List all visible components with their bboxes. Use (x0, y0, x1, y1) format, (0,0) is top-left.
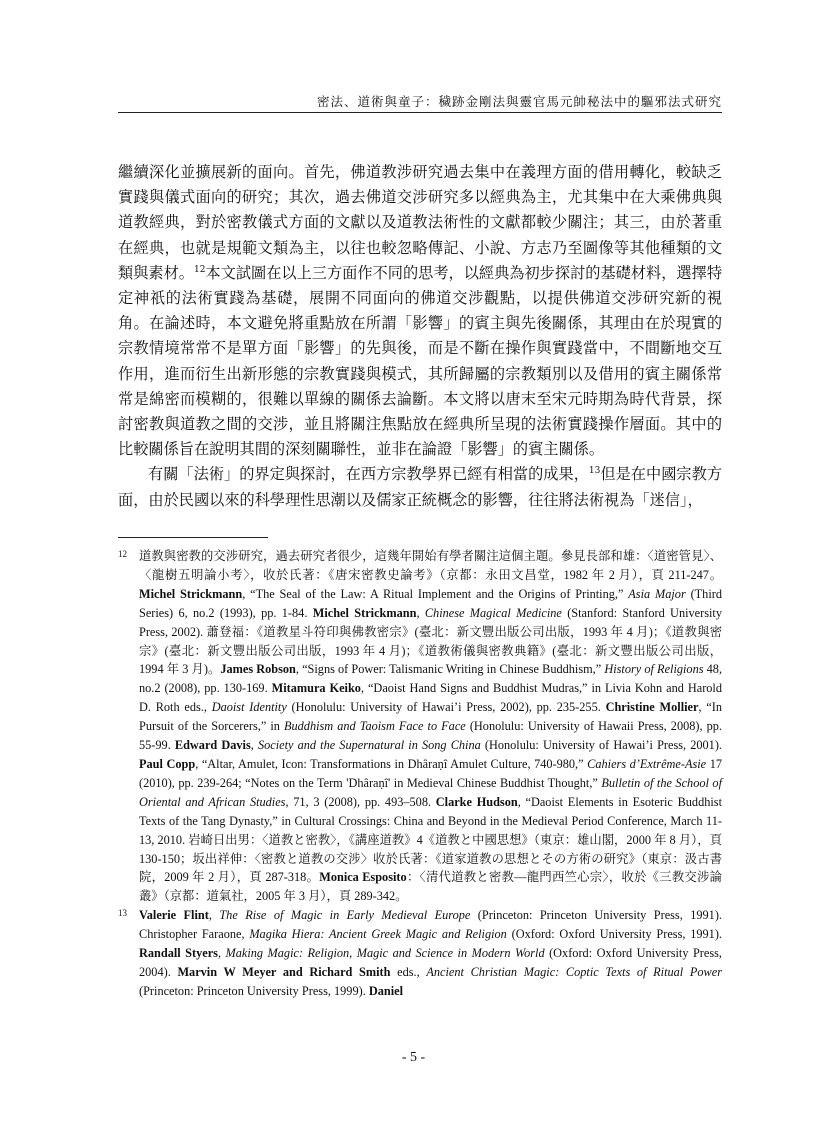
paragraph-1 (118, 160, 722, 462)
fn-text: , “Altar, Amulet, Icon: Transformations in Dhâraṇî Amulet Culture, 740-980,” (195, 756, 588, 771)
fn-text: eds., (390, 964, 427, 979)
fn-author: Paul Copp (139, 756, 196, 771)
paragraph-2 (118, 462, 722, 512)
fn-author: Michel Strickmann (139, 586, 243, 601)
fn-author: Mitamura Keiko (271, 681, 361, 696)
fn-text: (Third Series) 6, no.2 (1993), pp. 1-84. (139, 586, 722, 620)
fn-source-title: Chinese Magical Medicine (424, 605, 562, 620)
fn-source-title: Daoist Identity (211, 700, 287, 715)
fn-source-title: Buddhism and Taoism Face to Face (283, 719, 466, 734)
fn-text: (Oxford: Oxford University Press, 1991). (506, 927, 722, 942)
fn-source-title: Bulletin of the School of Oriental and African Studies (139, 775, 722, 809)
fn-text: , (217, 946, 226, 961)
fn-text: (Honolulu: University of Hawai’i Press, 2001). (480, 738, 722, 753)
fn-text: 17 (2010), pp. 239-264; “Notes on the Term 'Dhâraṇî' in Medieval Chinese Buddhist Thought,” (139, 756, 722, 790)
footnote-12 (118, 547, 722, 906)
fn-source-title: Asia Major (628, 586, 686, 601)
fn-author: Valerie Flint (139, 908, 209, 923)
paragraph-1-part-a: 繼續深化並擴展新的面向。首先，佛道教涉研究過去集中在義理方面的借用轉化，較缺乏實踐與儀式面向的研究；其次，過去佛道交涉研究多以經典為主，尤其集中在大乘佛典與道教經典，對於密教儀式方面的文獻以及道教法術性的文獻都較少關注；其三，由於著重在經典，也就是規範文類為主，以往也較忽略傳記、小說、方志乃至圖像等其他種類的文類與素材。 (118, 163, 722, 282)
footnote-number: 13 (118, 908, 127, 919)
fn-source-title: Ancient Christian Magic: Coptic Texts of Ritual Power (426, 964, 722, 979)
fn-text: (Princeton: Princeton University Press, 1999). (139, 983, 369, 998)
fn-text: , “Daoist Hand Signs and Buddhist Mudras,” in Livia Kohn and Harold D. Roth eds., (139, 681, 722, 715)
paragraph-1-part-b: 本文試圖在以上三方面作不同的思考，以經典為初步探討的基礎材料，選擇特定神祇的法術實踐為基礎，展開不同面向的佛道交涉觀點，以提供佛道交涉研究新的視角。在論述時，本文避免將重點放在所謂「影響」的賓主與先後關係，其理由在於現實的宗教情境常常不是單方面「影響」的先與後，而是不斷在操作與實踐當中，不間斷地交互作用，進而衍生出新形態的宗教實踐與模式，其所歸屬的宗教類別以及借用的賓主關係常常是綿密而模糊的，很難以單線的關係去論斷。本文將以唐末至宋元時期為時代背景，探討密教與道教之間的交涉，並且將關注焦點放在經典所呈現的法術實踐操作層面。其中的比較關係旨在說明其間的深刻關聯性，並非在論證「影響」的賓主關係。 (118, 263, 723, 459)
fn-author: Monica Esposito (319, 870, 407, 885)
footnotes (118, 547, 722, 1001)
footnote-number: 12 (118, 549, 127, 559)
fn-author: Michel Strickmann (312, 605, 417, 620)
fn-text: (Stanford: Stanford University Press, 2002). 蕭登福：《道教星斗符印與佛教密宗》(臺北：新文豐出版公司出版，1993 年 4 月)；《道教與密宗》(臺北：新文豐出版公司出版，1993 年 4 月)；《道教術儀與密教典籍》(臺北：新文豐出版公司出版，1994 年 3 月)。 (139, 605, 722, 677)
fn-text: , (208, 908, 220, 923)
fn-author: Christine Mollier (605, 700, 699, 715)
fn-text: 48, no.2 (2008), pp. 130-169. (139, 662, 723, 696)
fn-author: Clarke Hudson (435, 794, 518, 809)
footnote-ref-13[interactable]: 13 (588, 466, 601, 477)
running-header: 密法、道術與童子：穢跡金剛法與靈官馬元帥秘法中的驅邪法式研究 (316, 94, 722, 109)
fn-text: (Oxford: Oxford University Press, 2004). (139, 946, 722, 979)
fn-text: (Honolulu: University of Hawai’i Press, 2002), pp. 235-255. (286, 700, 606, 715)
fn-source-title: Magika Hiera: Ancient Greek Magic and Religion (249, 927, 507, 942)
fn-text: , “In Pursuit of the Sorcerers,” in (139, 700, 722, 734)
main-text (118, 160, 722, 513)
footnote-ref-12[interactable]: 12 (193, 264, 206, 275)
fn-text: (Princeton: Princeton University Press, 1991). Christopher Faraone, (139, 908, 722, 942)
fn-text: , (250, 738, 258, 753)
fn-text: ：〈清代道教と密教—龍門西竺心宗〉，收於《三教交涉論叢》（京都：道氣社，2005 年 3 月），頁 289-342。 (139, 870, 722, 904)
page-number: - 5 - (401, 1050, 426, 1065)
fn-text: (Honolulu: University of Hawaii Press, 2008), pp. 55-99. (139, 719, 723, 753)
fn-source-title: The Rise of Magic in Early Medieval Europe (219, 908, 471, 923)
fn-text: , (416, 605, 425, 620)
fn-source-title: History of Religions (604, 662, 704, 677)
fn-author: Randall Styers (139, 946, 218, 961)
paragraph-2-part-a: 有關「法術」的界定與探討，在西方宗教學界已經有相當的成果， (148, 465, 589, 484)
header-divider (118, 112, 722, 113)
fn-source-title: Making Magic: Religion, Magic and Science in Modern World (225, 946, 545, 961)
fn-text: , 71, 3 (2008), pp. 493–508. (285, 794, 436, 809)
fn-text: , “Daoist Elements in Esoteric Buddhist Texts of the Tang Dynasty,” in Cultural Crossings: China and Beyond in the Medieval Period Conference, March 11-13, 2010. 岩崎日出男：〈道教と密教〉，《講座道教》4《道教と中國思想》（東京：雄山閣，2000 年 8 月），頁 130-150；坂出祥伸：〈密教と道教の交涉〉收於氏著：《道家道教の思想とその方術の研究》（東京：汲古書院，2009 年 2 月），頁 287-318。 (139, 794, 722, 885)
fn-text: , “Signs of Power: Talismanic Writing in Chinese Buddhism,” (295, 662, 605, 677)
fn-author: Daniel (368, 983, 404, 998)
fn-source-title: Society and the Supernatural in Song China (257, 738, 481, 753)
fn-author: Edward Davis (174, 738, 251, 753)
footnote-13 (118, 906, 722, 1001)
fn-author: James Robson (220, 662, 296, 677)
footnote-divider (118, 537, 268, 538)
paragraph-2-part-b: 但是在中國宗教方面，由於民國以來的科學理性思潮以及儒家正統概念的影響，往往將法術視為「迷信」， (118, 465, 723, 509)
fn-source-title: Cahiers d’Extrême-Asie (587, 756, 707, 771)
fn-author: Marvin W Meyer and Richard Smith (177, 964, 391, 979)
fn-text: , “The Seal of the Law: A Ritual Implement and the Origins of Printing,” (242, 586, 629, 601)
fn-text: 道教與密教的交涉研究，過去研究者很少，這幾年開始有學者關注這個主題。參見長部和雄：〈道密管見〉、〈龍樹五明論小考〉，收於氏著：《唐宋密教史論考》（京都：永田文昌堂，1982 年 2 月），頁 211-247。 (139, 549, 722, 582)
